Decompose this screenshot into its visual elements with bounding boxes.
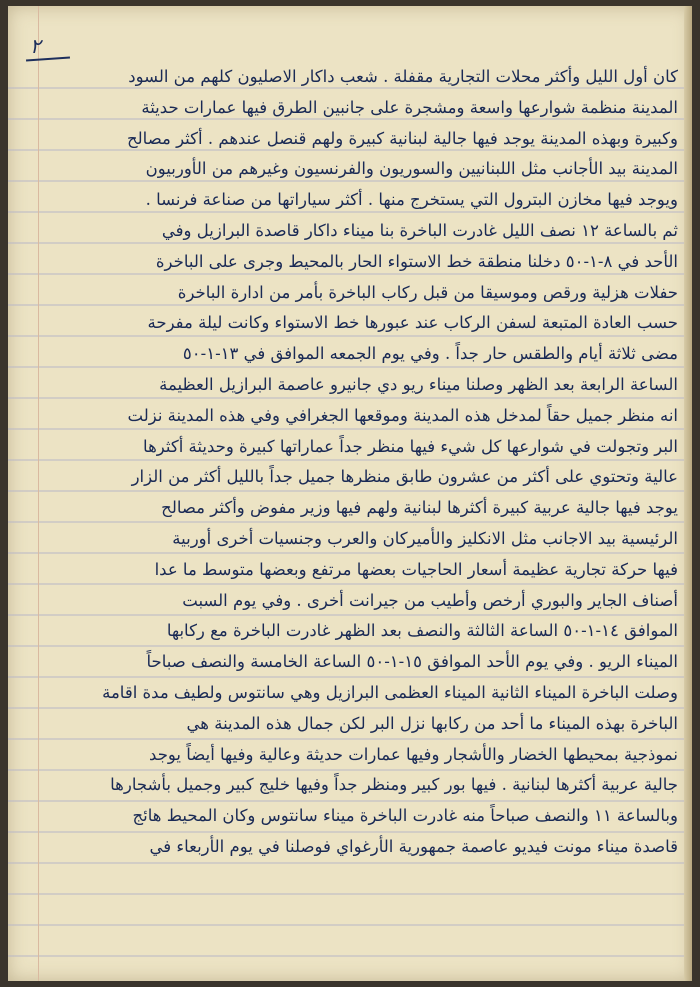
text-line: نموذجية بمحيطها الخضار والأشجار وفيها عمارات حديثة وعالية وفيها أيضاً يوجد [149,744,678,764]
text-line: الرئيسية بيد الاجانب مثل الانكليز والأميركان والعرب وجنسيات أخرى أوربية [172,528,678,548]
text-line: الباخرة بهذه الميناء ما أحد من ركابها نزل البر لكن جمال هذه المدينة هي [186,713,678,733]
text-line: عالية وتحتوي على أكثر من عشرون طابق منظرها جميل جداً بالليل أكثر من الزار [131,467,678,487]
text-line: وكبيرة وبهذه المدينة يوجد فيها جالية لبنانية كبيرة ولهم قنصل عندهم . أكثر مصالح [126,128,678,148]
text-line: المدينة بيد الأجانب مثل اللبنانيين والسوريون والفرنسيون وغيرهم من الأوربيون [145,159,678,179]
text-line: حفلات هزلية ورقص وموسيقا من قبل ركاب الباخرة بأمر من ادارة الباخرة [177,282,678,302]
text-line: يوجد فيها جالية عربية كبيرة أكثرها لبنانية ولهم فيها وزير مفوض وأكثر مصالح [161,498,678,518]
text-line: حسب العادة المتبعة لسفن الركاب عند عبورها خط الاستواء وكانت ليلة مفرحة [147,313,678,333]
margin-line [38,6,39,981]
text-line: ويوجد فيها مخازن البترول التي يستخرج منها . أكثر سياراتها من صناعة فرنسا . [145,190,678,210]
handwritten-text [48,62,678,863]
text-line: انه منظر جميل حقاً لمدخل هذه المدينة وموقعها الجغرافي وفي هذه المدينة نزلت [127,405,678,425]
text-line: فيها حركة تجارية عظيمة أسعار الحاجيات بعضها مرتفع وبعضها متوسط ما عدا [154,559,678,579]
text-line: مضى ثلاثة أيام والطقس حار جداً . وفي يوم الجمعه الموافق في ١٣-١-٥٠ [182,344,678,364]
text-line: جالية عربية أكثرها لبنانية . فيها بور كبير ومنظر جداً وفيها خليج كبير وجميل بأشجارها [110,775,678,795]
text-line: الموافق ١٤-١-٥٠ الساعة الثالثة والنصف بعد الظهر غادرت الباخرة مع ركابها [166,621,678,641]
text-line: الأحد في ٨-١-٥٠ دخلنا منطقة خط الاستواء الحار بالمحيط وجرى على الباخرة [155,251,678,271]
text-line: المدينة منظمة شوارعها واسعة ومشجرة على جانبين الطرق فيها عمارات حديثة [141,97,678,117]
text-line: كان أول الليل وأكثر محلات التجارية مقفلة . شعب داكار الاصليون كلهم من السود [128,67,678,86]
text-line: ثم بالساعة ١٢ نصف الليل غادرت الباخرة بنا ميناء داكار قاصدة البرازيل وفي [161,220,678,240]
notebook-spine [684,6,692,981]
notebook-page [8,6,692,981]
text-line: أصناف الجاير والبوري أرخص وأطيب من جيرانت أخرى . وفي يوم السبت [182,590,678,610]
text-line: وصلت الباخرة الميناء الثانية الميناء العظمى البرازيل وهي سانتوس ولطيف مدة اقامة [102,682,678,702]
page-number: ٢ [30,34,41,58]
text-line: وبالساعة ١١ والنصف صباحاً منه غادرت الباخرة ميناء سانتوس وكان المحيط هائج [132,806,678,826]
text-line: قاصدة ميناء مونت فيديو عاصمة جمهورية الأرغواي فوصلنا في يوم الأربعاء في [149,836,678,856]
text-line: البر وتجولت في شوارعها كل شيء فيها منظر جداً عماراتها كبيرة وحديثة أكثرها [143,436,678,456]
text-line: الساعة الرابعة بعد الظهر وصلنا ميناء ريو دي جانيرو عاصمة البرازيل العظيمة [159,374,678,394]
text-line: الميناء الريو . وفي يوم الأحد الموافق ١٥-١-٥٠ الساعة الخامسة والنصف صباحاً [146,652,678,672]
